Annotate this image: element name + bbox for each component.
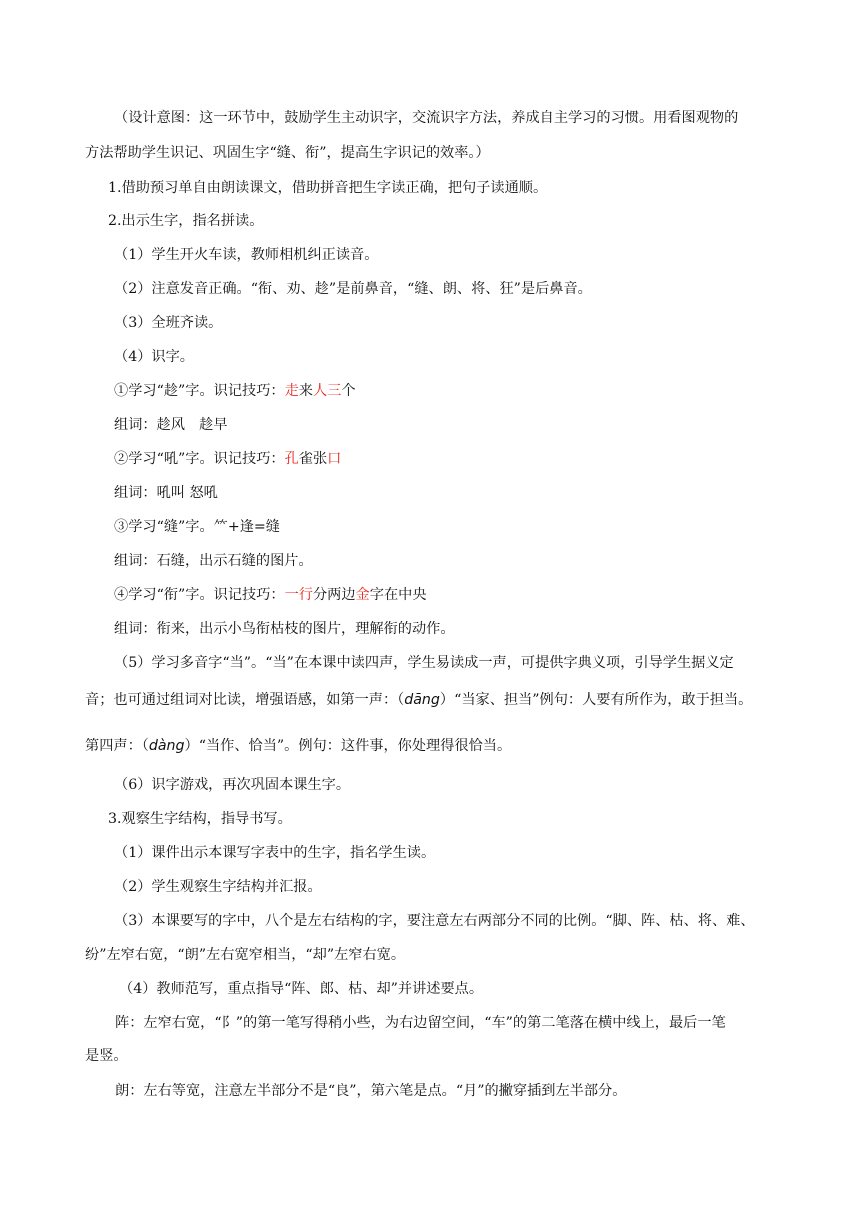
step-3-item-3-line-1: （3）本课要写的字中，八个是左右结构的字，要注意左右两部分不同的比例。“脚、阵、枯、将、难、 (114, 913, 755, 929)
char-chen-words: 组词：趁风 趁早 (114, 417, 228, 433)
polyphone-fourth-tone-example: ）“当作、恰当”。例句：这件事，你处理得很恰当。 (184, 738, 512, 754)
mnemonic-black-part: 来 (298, 383, 313, 399)
zhen-guidance-line-2: 是竖。 (85, 1048, 128, 1064)
char-xian-line (114, 585, 427, 605)
mnemonic-red-part: 口 (327, 451, 342, 467)
polyphone-first-tone-label: 音；也可通过组词对比读，增强语感，如第一声：（ (85, 692, 405, 708)
design-intent-line-2: 方法帮助学生识记、巩固生字“缝、衔”，提高生字识记的效率。） (85, 145, 490, 161)
char-xian-prefix: ④学习“衔”字。识记技巧： (114, 587, 285, 603)
char-feng-words: 组词：石缝，出示石缝的图片。 (114, 553, 313, 569)
polyphone-line-3 (85, 736, 511, 756)
char-chen-prefix: ①学习“趁”字。识记技巧： (114, 383, 285, 399)
mnemonic-black-part: 分两边 (312, 587, 356, 603)
polyphone-line-2 (85, 690, 752, 710)
polyphone-fourth-tone-label: 第四声：（ (85, 738, 149, 754)
design-intent-line-1: （设计意图：这一环节中，鼓励学生主动识字，交流识字方法，养成自主学习的习惯。用看图观物的 (114, 110, 739, 126)
char-chen-line (114, 381, 356, 401)
zhen-guidance-line-1: 阵：左窄右宽，“阝”的第一笔写得稍小些，为右边留空间，“车”的第二笔落在横中线上，最后一笔 (115, 1015, 726, 1031)
pinyin-dang-first-tone: dāng (404, 692, 440, 708)
step-2-item-6: （6）识字游戏，再次巩固本课生字。 (114, 777, 351, 793)
mnemonic-red-part: 孔 (284, 451, 299, 467)
char-hou-prefix: ②学习“吼”字。识记技巧： (114, 451, 285, 467)
mnemonic-red-part: 一行 (284, 587, 313, 603)
step-2-item-1: （1）学生开火车读，教师相机纠正读音。 (114, 247, 379, 263)
step-3-item-2: （2）学生观察生字结构并汇报。 (114, 879, 322, 895)
mnemonic-black-part: 字在中央 (369, 587, 427, 603)
step-2-item-2: （2）注意发音正确。“衔、劝、趁”是前鼻音，“缝、朗、将、狂”是后鼻音。 (114, 281, 592, 297)
polyphone-first-tone-example: ）“当家、担当”例句：人要有所作为，敢于担当。 (439, 692, 753, 708)
pinyin-dang-fourth-tone: dàng (148, 738, 185, 754)
step-2-item-3: （3）全班齐读。 (114, 315, 223, 331)
step-3-item-1: （1）课件出示本课写字表中的生字，指名学生读。 (114, 845, 436, 861)
lang-guidance-line: 朗：左右等宽，注意左半部分不是“良”，第六笔是点。“月”的撇穿插到左半部分。 (115, 1083, 627, 1099)
char-xian-words: 组词：衔来，出示小鸟衔枯枝的图片，理解衔的动作。 (114, 621, 455, 637)
mnemonic-red-part: 金 (355, 587, 370, 603)
mnemonic-black-part: 雀张 (298, 451, 328, 467)
step-2: 2.出示生字，指名拼读。 (108, 213, 264, 229)
step-2-item-4: （4）识字。 (114, 349, 194, 365)
polyphone-line-1: （5）学习多音字“当”。“当”在本课中读四声，学生易读成一声，可提供字典义项，引导学生据义定 (114, 655, 734, 671)
mnemonic-black-part: 个 (341, 383, 356, 399)
mnemonic-red-part: 走 (284, 383, 299, 399)
mnemonic-red-part: 人三 (312, 383, 342, 399)
step-3-item-4: （4）教师范写，重点指导“阵、郎、枯、却”并讲述要点。 (119, 981, 484, 997)
char-hou-line (114, 449, 341, 469)
char-hou-words: 组词：吼叫 怒吼 (114, 485, 218, 501)
step-3-item-3-line-2: 纷”左窄右宽，“朗”左右宽窄相当，“却”左窄右宽。 (85, 947, 406, 963)
step-1: 1.借助预习单自由朗读课文，借助拼音把生字读正确，把句子读通顺。 (108, 180, 548, 196)
char-feng-line: ③学习“缝”字。⺮+逢=缝 (114, 519, 280, 535)
step-3: 3.观察生字结构，指导书写。 (108, 811, 292, 827)
